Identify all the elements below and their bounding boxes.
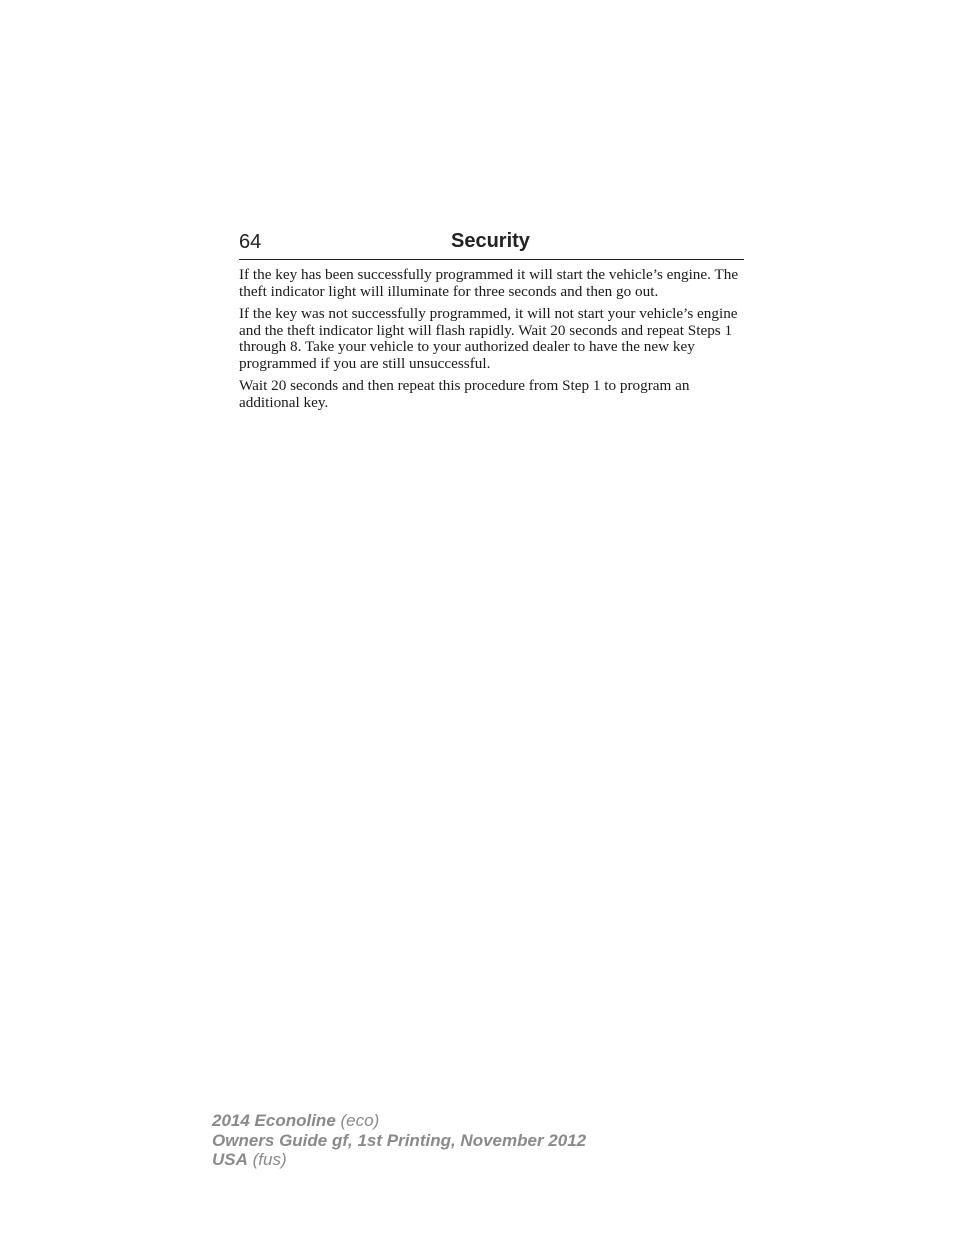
paragraph-success: If the key has been successfully programmed it will start the vehicle’s engine. The theft indicator light will illuminate for three seconds and then go out. xyxy=(239,266,739,300)
section-title: Security xyxy=(451,230,530,252)
body-text xyxy=(239,267,749,417)
footer-guide: Owners Guide gf, 1st Printing, November 2012 xyxy=(212,1130,587,1150)
paragraph-failure: If the key was not successfully programmed, it will not start your vehicle’s engine and the theft indicator light will flash rapidly. Wait 20 seconds and repeat Steps 1 through 8. Take your vehicle to your authorized dealer to have the new key programmed if you are still unsuccessful. xyxy=(239,305,738,372)
footer-model: 2014 Econoline xyxy=(212,1111,336,1130)
footer xyxy=(212,1111,586,1170)
page-number: 64 xyxy=(239,231,262,253)
page-header xyxy=(239,229,744,260)
footer-guide-line xyxy=(212,1131,586,1151)
footer-model-line xyxy=(212,1111,586,1131)
footer-market-line xyxy=(212,1150,586,1170)
paragraph-additional-key: Wait 20 seconds and then repeat this procedure from Step 1 to program an additional key. xyxy=(239,377,690,411)
footer-model-code: (eco) xyxy=(340,1111,380,1130)
footer-market-code: (fus) xyxy=(252,1150,287,1169)
footer-market: USA xyxy=(212,1150,248,1169)
